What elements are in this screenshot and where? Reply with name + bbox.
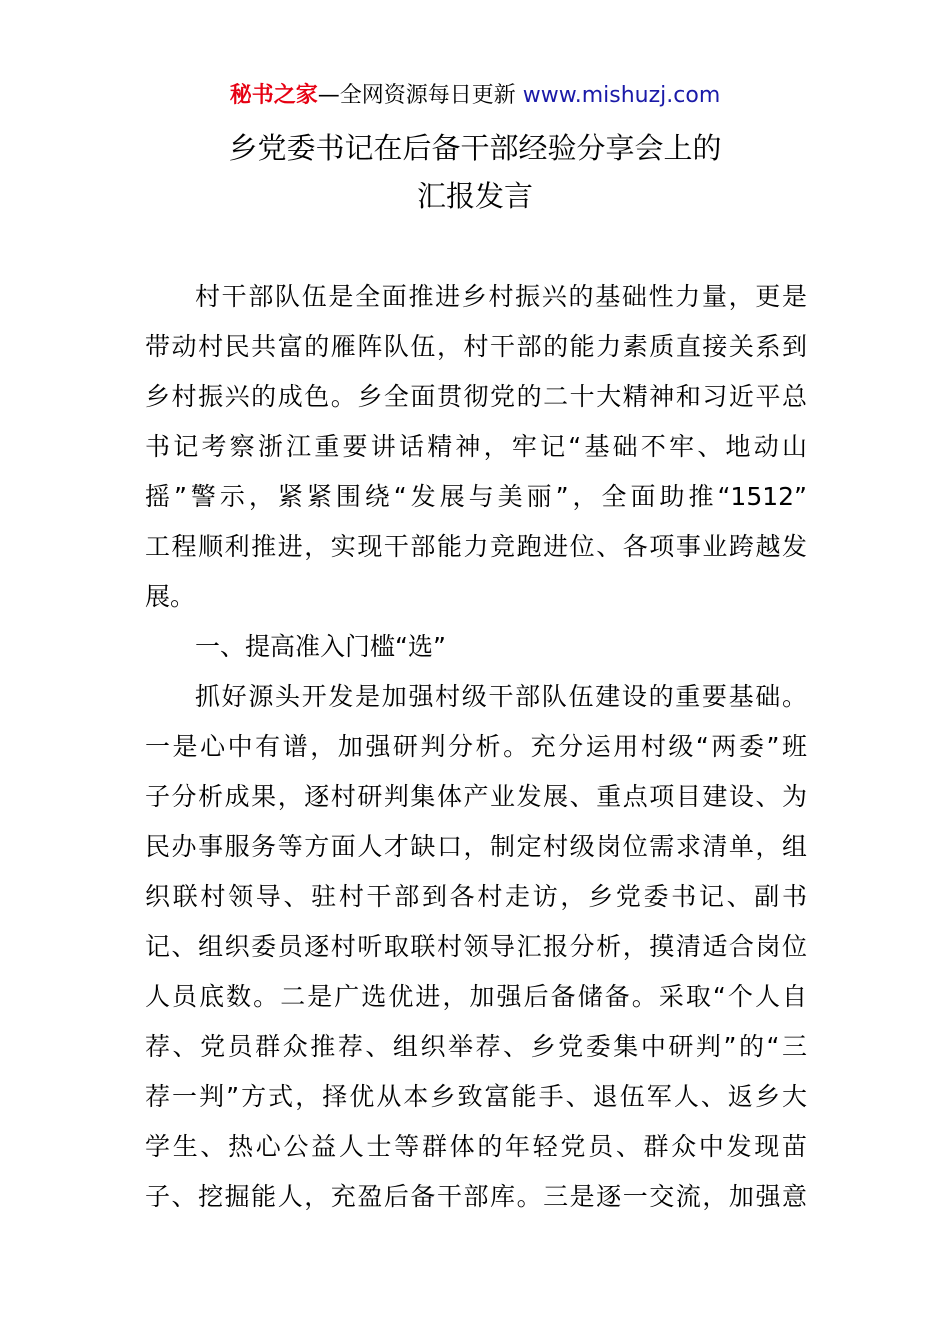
paragraph-line: 工程顺利推进，实现干部能力竞跑进位、各项事业跨越发 bbox=[145, 532, 807, 561]
document-title-line-1: 乡党委书记在后备干部经验分享会上的 bbox=[228, 131, 722, 165]
paragraph-line: 人员底数。二是广选优进，加强后备储备。采取“个人自 bbox=[145, 982, 807, 1011]
document-title-line-2: 汇报发言 bbox=[416, 179, 533, 213]
paragraph-line: 摇”警示，紧紧围绕“发展与美丽”，全面助推“1512” bbox=[145, 482, 807, 511]
paragraph-line: 子分析成果，逐村研判集体产业发展、重点项目建设、为 bbox=[145, 782, 807, 811]
paragraph-line: 一是心中有谱，加强研判分析。充分运用村级“两委”班 bbox=[145, 732, 807, 761]
paragraph-line: 荐、党员群众推荐、组织举荐、乡党委集中研判”的“三 bbox=[145, 1032, 807, 1061]
paragraph-line: 带动村民共富的雁阵队伍，村干部的能力素质直接关系到 bbox=[145, 332, 807, 361]
site-brand: 秘书之家 bbox=[229, 83, 318, 108]
paragraph-line: 书记考察浙江重要讲话精神，牢记“基础不牢、地动山 bbox=[145, 432, 807, 461]
site-url-link[interactable]: www.mishuzj.com bbox=[522, 83, 721, 108]
section-heading: 一、提高准入门槛“选” bbox=[195, 632, 446, 661]
paragraph-line: 乡村振兴的成色。乡全面贯彻党的二十大精神和习近平总 bbox=[145, 382, 807, 411]
paragraph-line: 展。 bbox=[145, 582, 196, 611]
paragraph-line: 织联村领导、驻村干部到各村走访，乡党委书记、副书 bbox=[145, 882, 807, 911]
site-header bbox=[0, 80, 950, 112]
paragraph-line: 记、组织委员逐村听取联村领导汇报分析，摸清适合岗位 bbox=[145, 932, 807, 961]
paragraph-line: 村干部队伍是全面推进乡村振兴的基础性力量，更是 bbox=[195, 282, 807, 311]
document-body bbox=[145, 272, 807, 1222]
paragraph-line: 荐一判”方式，择优从本乡致富能手、退伍军人、返乡大 bbox=[145, 1082, 807, 1111]
site-tagline: —全网资源每日更新 bbox=[317, 83, 516, 108]
paragraph-line: 民办事服务等方面人才缺口，制定村级岗位需求清单，组 bbox=[145, 832, 807, 861]
paragraph-line: 抓好源头开发是加强村级干部队伍建设的重要基础。 bbox=[195, 682, 807, 711]
paragraph-line: 子、挖掘能人，充盈后备干部库。三是逐一交流，加强意 bbox=[145, 1182, 807, 1211]
paragraph-line: 学生、热心公益人士等群体的年轻党员、群众中发现苗 bbox=[145, 1132, 807, 1161]
